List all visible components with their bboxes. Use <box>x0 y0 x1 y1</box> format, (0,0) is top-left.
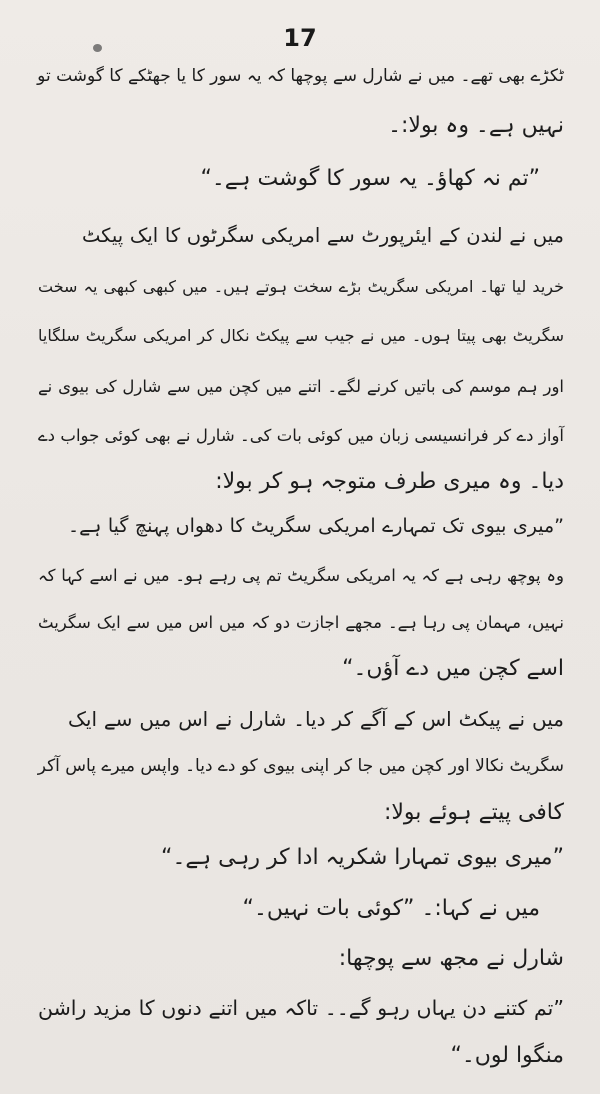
text-line-18: میں نے کہا:۔ ”کوئی بات نہیں۔“ <box>242 896 540 921</box>
text-line-9: دیا۔ وہ میری طرف متوجہ ہو کر بولا: <box>215 469 564 494</box>
text-line-2: نہیں ہے۔ وہ بولا:۔ <box>388 113 564 138</box>
text-line-13: اسے کچن میں دے آؤں۔“ <box>342 656 564 681</box>
text-line-7: اور ہم موسم کی باتیں کرنے لگے۔ اتنے میں کچن میں سے شارل کی بیوی نے <box>38 377 564 396</box>
ink-smudge <box>93 44 102 52</box>
text-line-1: ٹکڑے بھی تھے۔ میں نے شارل سے پوچھا کہ یہ سور کا یا جھٹکے کا گوشت تو <box>37 66 564 86</box>
text-line-17: ”میری بیوی تمہارا شکریہ ادا کر رہی ہے۔“ <box>161 845 564 870</box>
text-line-5: خرید لیا تھا۔ امریکی سگریٹ بڑے سخت ہوتے ہیں۔ میں کبھی کبھی یہ سخت <box>38 277 564 296</box>
text-line-3: ”تم نہ کھاؤ۔ یہ سور کا گوشت ہے۔“ <box>200 166 540 191</box>
text-line-16: کافی پیتے ہوئے بولا: <box>383 800 564 825</box>
text-line-4: میں نے لندن کے ایئرپورٹ سے امریکی سگرٹوں کا ایک پیکٹ <box>82 224 564 247</box>
text-line-11: وہ پوچھ رہی ہے کہ یہ امریکی سگریٹ تم پی رہے ہو۔ میں نے اسے کہا کہ <box>38 566 564 585</box>
text-line-21: منگوا لوں۔“ <box>450 1043 564 1068</box>
text-line-19: شارل نے مجھ سے پوچھا: <box>338 946 564 971</box>
text-line-8: آواز دے کر فرانسیسی زبان میں کوئی بات کی۔ شارل نے بھی کوئی جواب دے <box>38 426 564 445</box>
text-line-14: میں نے پیکٹ اس کے آگے کر دیا۔ شارل نے اس میں سے ایک <box>68 707 564 731</box>
text-line-10: ”میری بیوی تک تمہارے امریکی سگریٹ کا دھواں پہنچ گیا ہے۔ <box>68 515 564 537</box>
text-line-15: سگریٹ نکالا اور کچن میں جا کر اپنی بیوی کو دے دیا۔ واپس میرے پاس آکر <box>37 756 564 776</box>
text-line-20: ”تم کتنے دن یہاں رہو گے۔۔ تاکہ میں اتنے دنوں کا مزید راشن <box>38 996 564 1020</box>
text-line-6: سگریٹ بھی پیتا ہوں۔ میں نے جیب سے پیکٹ نکال کر امریکی سگریٹ سلگایا <box>38 326 564 345</box>
page-number: 17 <box>283 24 317 52</box>
text-line-12: نہیں، مہمان پی رہا ہے۔ مجھے اجازت دو کہ میں اس میں سے ایک سگریٹ <box>38 613 564 632</box>
